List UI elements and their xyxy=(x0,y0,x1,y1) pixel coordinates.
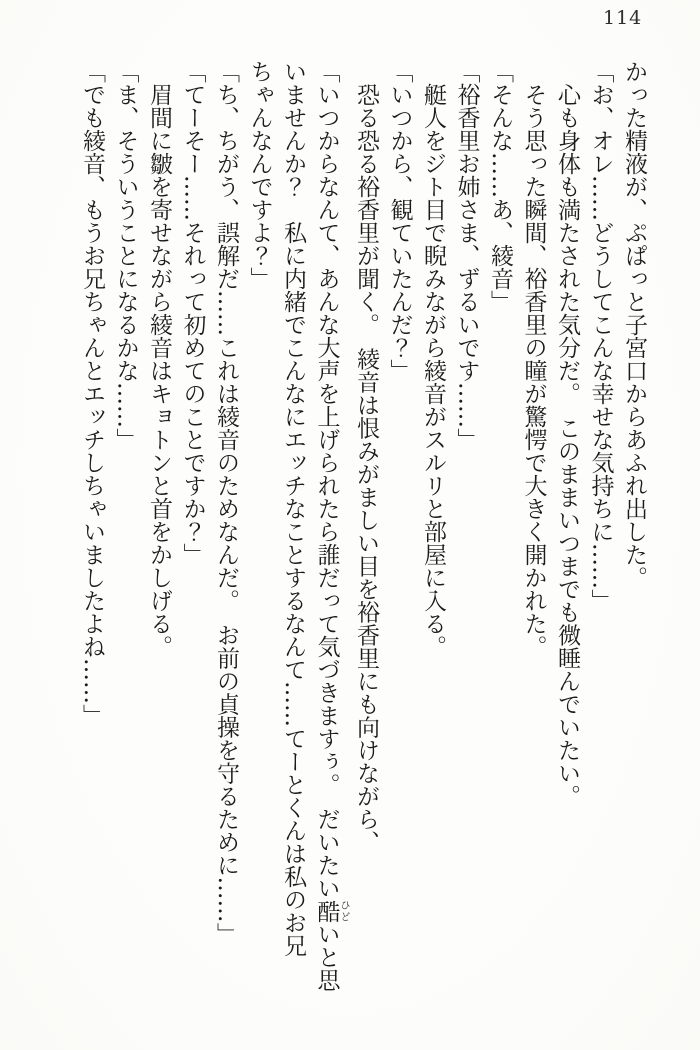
paragraph: 「でも綾音、もうお兄ちゃんとエッチしちゃいましたよね……」 xyxy=(79,60,105,727)
paragraph xyxy=(242,60,349,994)
paragraph: 心も身体も満たされた気分だ。 このままいつまでも微睡んでいたい。 xyxy=(554,60,580,808)
paragraph-text-post: いと思いませんか？ 私に内緒でこんなにエッチなことするなんて……てーとくんは私のお兄ちゃんなんですよ？」 xyxy=(246,60,340,992)
furigana-ruby xyxy=(313,899,349,923)
paragraph: 恐る恐る裕香里が聞く。 綾音は恨みがましい目を裕香里にも向けながら、 xyxy=(353,60,379,854)
ruby-text: ひど xyxy=(338,899,349,923)
ruby-base: 酷 xyxy=(313,899,340,923)
paragraph: 「いつから、観ていたんだ？」 xyxy=(386,60,413,382)
paragraph: 「そんな……あ、綾音」 xyxy=(487,60,513,313)
paragraph: 「ち、ちがう、誤解だ……これは綾音のためなんだ。 お前の貞操を守るために……」 xyxy=(213,60,239,946)
paragraph: かった精液が、ぷぱっと子宮口からあふれ出した。 xyxy=(621,60,647,589)
paragraph: 「てーそー……それって初めてのことですか？」 xyxy=(179,60,206,566)
paragraph: そう思った瞬間、裕香里の瞳が驚愕で大きく開かれた。 xyxy=(520,60,547,658)
page-number: 114 xyxy=(603,7,643,29)
paragraph: 「お、オレ……どうしてこんな幸せな気持ちに……」 xyxy=(587,60,614,612)
paragraph-text-pre: 「いつからなんて、あんな大声を上げられたら誰だって気づきますぅ。 だいたい xyxy=(313,60,340,900)
paragraph: 「ま、そういうことになるかな……」 xyxy=(112,60,139,451)
paragraph: 眉間に皺を寄せながら綾音はキョトンと首をかしげる。 xyxy=(146,60,172,658)
paragraph: 「裕香里お姉さま、ずるいです……」 xyxy=(453,60,480,451)
vertical-text-block xyxy=(78,60,650,994)
paragraph: 艇人をジト目で睨みながら綾音がスルリと部屋に入る。 xyxy=(420,60,446,658)
